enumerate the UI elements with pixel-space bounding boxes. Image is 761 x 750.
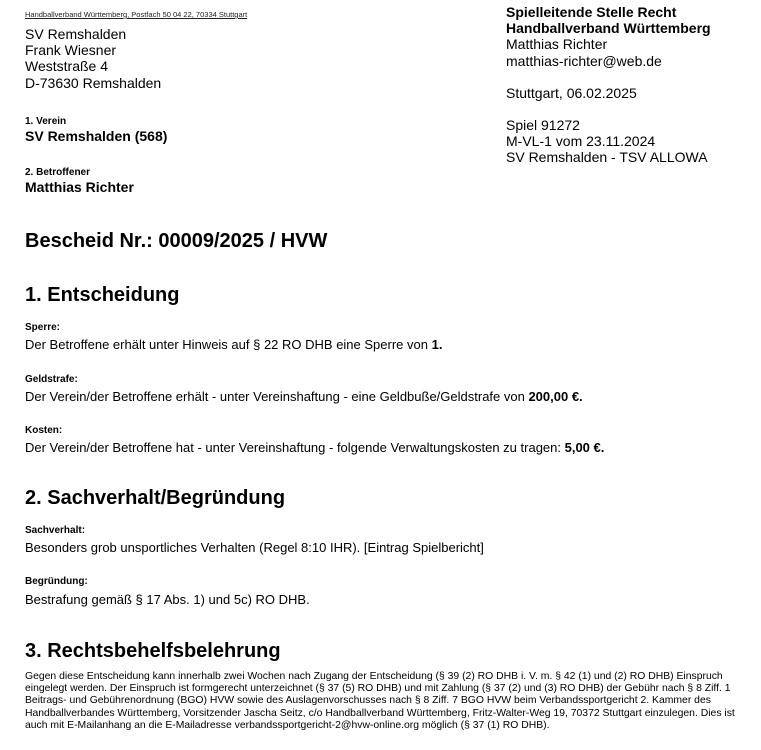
sachverhalt-text: Besonders grob unsportliches Verhalten (Regel 8:10 IHR). [Eintrag Spielbericht] (25, 540, 484, 555)
section-sachverhalt-heading: 2. Sachverhalt/Begründung (25, 487, 286, 509)
sperre-text: Der Betroffene erhält unter Hinweis auf § 22 RO DHB eine Sperre von 1. (25, 337, 443, 352)
recipient-address (25, 26, 161, 91)
sachverhalt-label: Sachverhalt: (25, 525, 86, 536)
league-date: M-VL-1 vom 23.11.2024 (506, 133, 656, 150)
game-number: Spiel 91272 (506, 117, 580, 134)
office-contact-name: Matthias Richter (506, 36, 608, 53)
issuing-office (506, 4, 711, 166)
section-rechtsbehelf-heading: 3. Rechtsbehelfsbelehrung (25, 640, 281, 662)
recipient-city: D-73630 Remshalden (25, 74, 162, 91)
sperre-value: 1. (431, 337, 443, 352)
recipient-person: Frank Wiesner (25, 42, 117, 59)
kosten-label: Kosten: (25, 425, 63, 436)
geldstrafe-text: Der Verein/der Betroffene erhält - unter Vereinshaftung - eine Geldbuße/Geldstrafe von 200,00 €. (25, 389, 583, 404)
geldstrafe-label: Geldstrafe: (25, 374, 78, 385)
kosten-value: 5,00 €. (564, 440, 605, 455)
office-title: Spielleitende Stelle Recht (506, 4, 677, 20)
recipient-club: SV Remshalden (25, 26, 127, 42)
office-association: Handballverband Württemberg (506, 20, 711, 37)
verein-value: SV Remshalden (568) (25, 128, 168, 144)
betroffener-value: Matthias Richter (25, 179, 134, 195)
office-contact-email[interactable]: matthias-richter@web.de (506, 52, 662, 69)
betroffener-label: 2. Betroffener (25, 167, 91, 178)
recipient-street: Weststraße 4 (25, 58, 108, 75)
sender-return-address: Handballverband Württemberg, Postfach 50 04 22, 70334 Stuttgart (25, 10, 248, 19)
kosten-text: Der Verein/der Betroffene hat - unter Vereinshaftung - folgende Verwaltungskosten zu tragen: 5,00 €. (25, 440, 605, 455)
place-date: Stuttgart, 06.02.2025 (506, 84, 637, 101)
begruendung-label: Begründung: (25, 576, 88, 587)
verein-label: 1. Verein (25, 116, 67, 127)
party-betroffener (25, 167, 134, 196)
sperre-label: Sperre: (25, 322, 61, 333)
bescheid-title: Bescheid Nr.: 00009/2025 / HVW (25, 230, 328, 252)
rechtsbehelf-text: Gegen diese Entscheidung kann innerhalb zwei Wochen nach Zugang der Entscheidung (§ 39 (2) RO DHB i. V. m. § 42 (1) und (2) RO DHB) Einspruch eingelegt werden. Der Einspruch ist formgerecht unterzeichnet (§ 37 (5) RO DHB) und mit Zahlung (§ 37 (2) und (3) RO DHB) der Gebühr nach § 8 Ziff. 1 Beitrags- und Gebührenordnung (BGO) HVW sowie des Auslagenvorschusses nach § 8 Ziff. 7 BGO HVW beim Verbandssportgericht 2. Kammer des Handballverbandes Württemberg, Vorsitzender Jascha Seitz, c/o Handballverband Württemberg, Fritz-Walter-Weg 19, 70372 Stuttgart einzulegen. Dies ist auch mit E-Mailanhang an die E-Mailadresse verbandssportgericht-2@hvw-online.org möglich (§ 37 (1) RO DHB). (25, 671, 735, 731)
begruendung-text: Bestrafung gemäß § 17 Abs. 1) und 5c) RO DHB. (25, 592, 310, 607)
match-pairing: SV Remshalden - TSV ALLOWA (506, 149, 708, 166)
party-verein (25, 116, 167, 145)
section-entscheidung-heading: 1. Entscheidung (25, 284, 180, 306)
geldstrafe-value: 200,00 €. (528, 389, 583, 404)
